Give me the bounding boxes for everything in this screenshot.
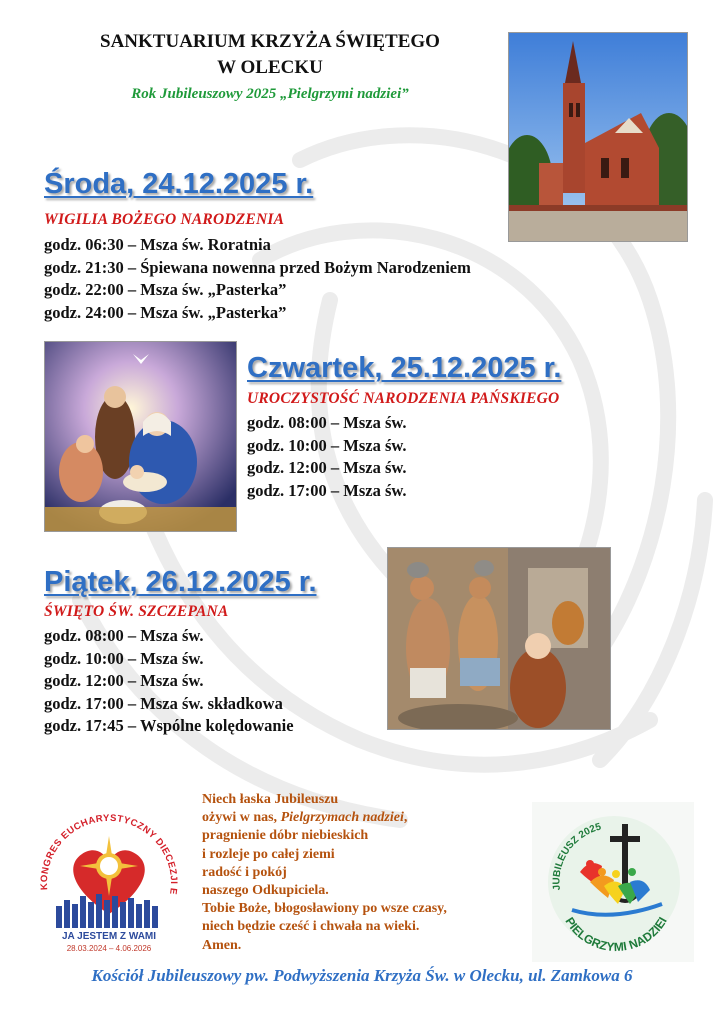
schedule-item: godz. 17:45 – Wspólne kolędowanie [44, 716, 294, 735]
prayer-line-italic: Pielgrzymach nadziei [280, 810, 404, 826]
schedule-item: godz. 08:00 – Msza św. [44, 626, 204, 645]
feast-title-szczepan: ŚWIĘTO ŚW. SZCZEPANA [44, 603, 229, 620]
jubilee-2025-logo [532, 802, 694, 962]
schedule-item: godz. 12:00 – Msza św. [247, 458, 407, 477]
feast-title-wigilia: WIGILIA BOŻEGO NARODZENIA [44, 211, 285, 228]
jubilee-bottom-text: PIELGRZYMI NADZIEI [562, 914, 670, 955]
nativity-image [44, 341, 237, 532]
schedule-item: godz. 08:00 – Msza św. [247, 413, 407, 432]
prayer-line [202, 809, 512, 827]
schedule-item: godz. 10:00 – Msza św. [44, 648, 204, 668]
st-stephen-painting [387, 547, 611, 730]
schedule-item: godz. 22:00 – Msza św. „Pasterka” [44, 280, 287, 299]
schedule-list-thursday [247, 412, 407, 502]
schedule-item: godz. 17:00 – Msza św. [247, 480, 407, 500]
church-photo [508, 32, 688, 242]
page-title-line1: SANKTUARIUM KRZYŻA ŚWIĘTEGO [100, 31, 440, 52]
jubilee-top-text: JUBILEUSZ 2025 [551, 821, 603, 891]
day-heading-friday: Piątek, 26.12.2025 r. [44, 566, 317, 598]
schedule-item: godz. 21:30 – Śpiewana nowenna przed Bożym Narodzeniem [44, 257, 471, 277]
page-title-line2: W OLECKU [217, 57, 323, 78]
schedule-list-friday [44, 625, 294, 738]
congress-arc-text: KONGRES EUCHARYSTYCZNY DIECEZJI E [38, 812, 180, 896]
schedule-item: godz. 10:00 – Msza św. [247, 435, 407, 455]
day-heading-wednesday: Środa, 24.12.2025 r. [44, 168, 314, 200]
schedule-list-wednesday [44, 234, 471, 324]
prayer-line-part: , [403, 810, 408, 826]
prayer-line: pragnienie dóbr niebieskich [202, 828, 369, 844]
schedule-item: godz. 17:00 – Msza św. składkowa [44, 693, 283, 713]
prayer-line: Amen. [202, 937, 242, 953]
day-heading-thursday: Czwartek, 25.12.2025 r. [247, 352, 562, 384]
page-subtitle: Rok Jubileuszowy 2025 „Pielgrzymi nadziei” [131, 86, 409, 102]
feast-title-narodzenie: UROCZYSTOŚĆ NARODZENIA PAŃSKIEGO [247, 390, 560, 407]
prayer-line: Niech łaska Jubileuszu [202, 792, 339, 807]
prayer-line: i rozleje po całej ziemi [202, 846, 335, 862]
prayer-line: niech będzie cześć i chwała na wieki. [202, 919, 420, 935]
congress-motto: JA JESTEM Z WAMI [61, 931, 157, 942]
prayer-line: Tobie Boże, błogosławiony po wsze czasy, [202, 901, 447, 917]
schedule-item: godz. 24:00 – Msza św. „Pasterka” [44, 302, 287, 322]
schedule-item: godz. 06:30 – Msza św. Roratnia [44, 235, 271, 254]
jubilee-prayer [202, 791, 512, 955]
eucharistic-congress-logo [34, 796, 184, 956]
schedule-item: godz. 12:00 – Msza św. [44, 671, 204, 690]
prayer-line: radość i pokój [202, 864, 287, 880]
prayer-line-part: ożywi w nas, [202, 810, 281, 826]
congress-dates: 28.03.2024 – 4.06.2026 [66, 944, 152, 953]
prayer-line: naszego Odkupiciela. [202, 883, 329, 899]
footer-address: Kościół Jubileuszowy pw. Podwyższenia Krzyża Św. w Olecku, ul. Zamkowa 6 [91, 966, 633, 985]
